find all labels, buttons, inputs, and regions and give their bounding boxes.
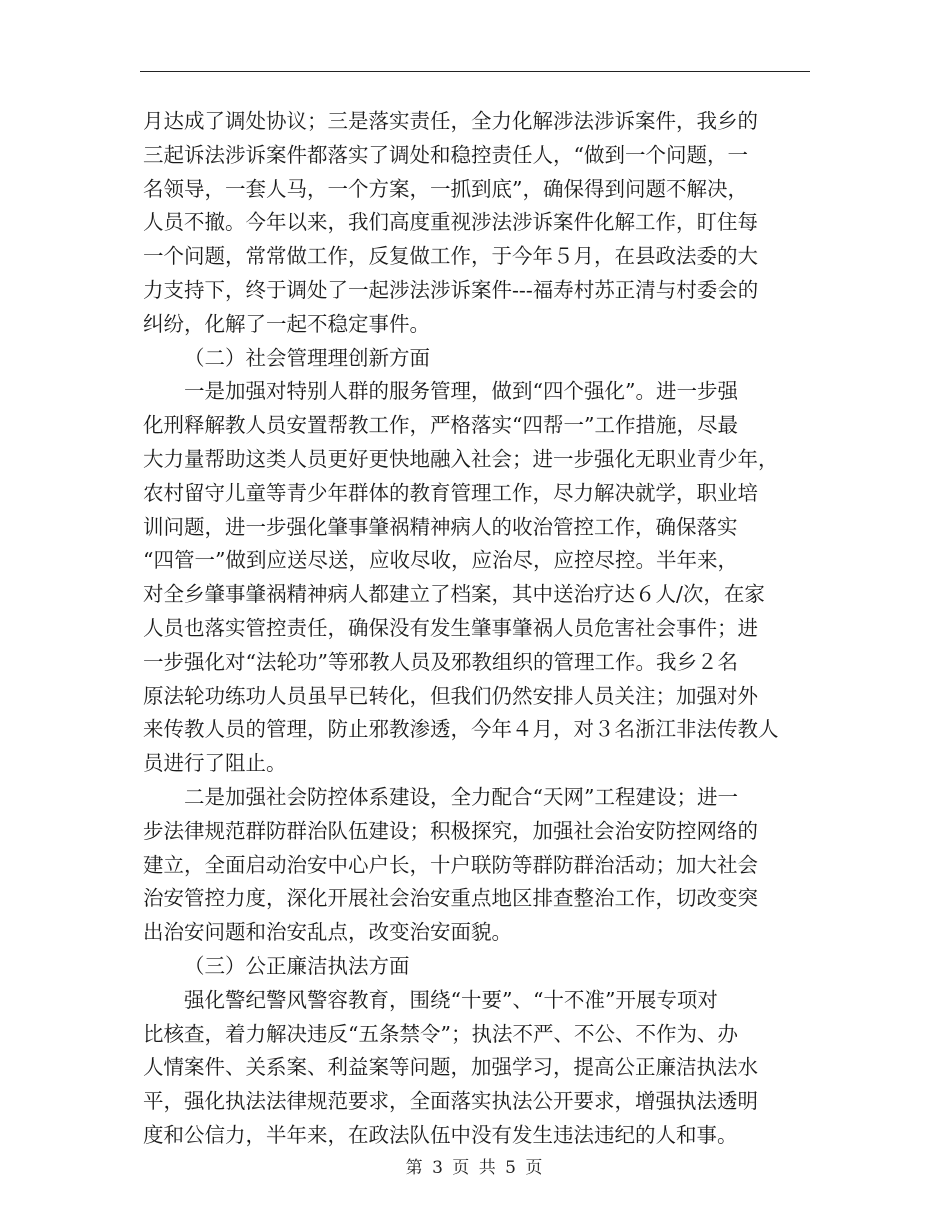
- paragraph-fair-law-enforcement: [143, 984, 813, 1153]
- text-line: 训问题，进一步强化肇事肇祸精神病人的收治管控工作，确保落实: [143, 514, 738, 539]
- text-line: 步法律规范群防群治队伍建设；积极探究，加强社会治安防控网络的: [143, 818, 758, 843]
- text-line: 治安管控力度，深化开展社会治安重点地区排查整治工作，切改变突: [143, 886, 758, 911]
- text-line: 来传教人员的管理，防止邪教渗透，今年４月，对３名浙江非法传教人: [143, 717, 779, 742]
- text-line: 化刑释解教人员安置帮教工作，严格落实“四帮一”工作措施，尽最: [143, 413, 738, 438]
- text-line: 人情案件、关系案、利益案等问题，加强学习，提高公正廉洁执法水: [143, 1055, 758, 1080]
- text-line: 名领导，一套人马，一个方案，一抓到底”，确保得到问题不解决，: [143, 176, 748, 201]
- text-line: 强化警纪警风警容教育，围绕“十要”、“十不准”开展专项对: [184, 987, 718, 1012]
- text-line: 大力量帮助这类人员更好更快地融入社会；进一步强化无职业青少年，: [143, 446, 779, 471]
- text-line: 二是加强社会防控体系建设，全力配合“天网”工程建设；进一: [184, 784, 738, 809]
- section-heading-2: [143, 342, 813, 376]
- text-line: 一个问题，常常做工作，反复做工作，于今年５月，在县政法委的大: [143, 244, 758, 269]
- section-heading-text: （三）公正廉洁执法方面: [184, 953, 410, 978]
- text-line: “四管一”做到应送尽送，应收尽收，应治尽，应控尽控。半年来，: [143, 548, 738, 573]
- text-line: 一是加强对特别人群的服务管理，做到“四个强化”。进一步强: [184, 379, 738, 404]
- text-line: 平，强化执法法律规范要求，全面落实执法公开要求，增强执法透明: [143, 1089, 758, 1114]
- text-line: 度和公信力，半年来，在政法队伍中没有发生违法违纪的人和事。: [143, 1122, 738, 1147]
- page-footer: [0, 1153, 950, 1178]
- text-line: 农村留守儿童等青少年群体的教育管理工作，尽力解决就学，职业培: [143, 480, 758, 505]
- paragraph-special-groups: [143, 375, 813, 781]
- paragraph-social-prevention: [143, 781, 813, 950]
- text-line: 员进行了阻止。: [143, 751, 287, 776]
- text-line: 建立，全面启动治安中心户长，十户联防等群防群治活动；加大社会: [143, 852, 758, 877]
- text-line: 一步强化对“法轮功”等邪教人员及邪教组织的管理工作。我乡２名: [143, 649, 738, 674]
- text-line: 人员不撤。今年以来，我们高度重视涉法涉诉案件化解工作，盯住每: [143, 210, 758, 235]
- text-line: 纠纷，化解了一起不稳定事件。: [143, 311, 430, 336]
- text-line: 人员也落实管控责任，确保没有发生肇事肇祸人员危害社会事件；进: [143, 615, 758, 640]
- header-rule: [140, 71, 810, 72]
- section-heading-text: （二）社会管理理创新方面: [184, 345, 430, 370]
- paragraph-continuation: [143, 105, 813, 342]
- text-line: 力支持下，终于调处了一起涉法涉诉案件---福寿村苏正清与村委会的: [143, 277, 759, 302]
- text-line: 比核查，着力解决违反“五条禁令”；执法不严、不公、不作为、办: [143, 1021, 738, 1046]
- text-line: 原法轮功练功人员虽早已转化，但我们仍然安排人员关注；加强对外: [143, 683, 758, 708]
- section-heading-3: [143, 950, 813, 984]
- text-line: 月达成了调处协议；三是落实责任，全力化解涉法涉诉案件，我乡的: [143, 109, 758, 133]
- document-body: [143, 105, 813, 1153]
- text-line: 对全乡肇事肇祸精神病人都建立了档案，其中送治疗达６人/次，在家: [143, 582, 765, 607]
- text-line: 三起诉法涉诉案件都落实了调处和稳控责任人，“做到一个问题，一: [143, 142, 748, 167]
- text-line: 出治安问题和治安乱点，改变治安面貌。: [143, 920, 512, 945]
- page-number: 第 3 页 共 5 页: [405, 1158, 545, 1178]
